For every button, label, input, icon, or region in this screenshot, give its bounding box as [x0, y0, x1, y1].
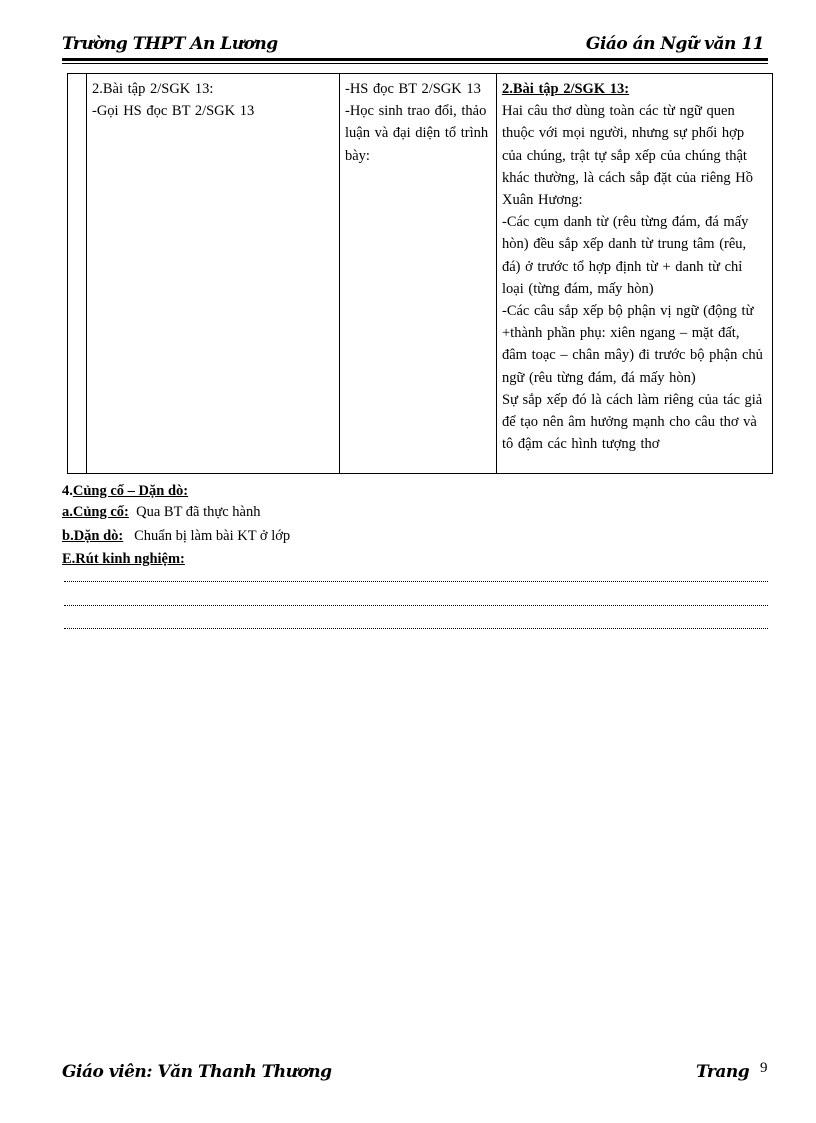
table-col-student — [340, 74, 497, 473]
table-col-index — [68, 74, 87, 473]
homework-line — [62, 526, 290, 546]
footer-page-label: Trang — [696, 1062, 750, 1082]
section-title: Củng cố – Dặn dò: — [72, 483, 189, 499]
header-school: Trường THPT An Lương — [62, 34, 278, 54]
homework-label: b.Dặn dò: — [62, 528, 124, 544]
header-rule-thin — [62, 63, 768, 64]
header-subject: Giáo án Ngữ văn 11 — [585, 34, 764, 54]
content-paragraph: -Các cụm danh từ (rêu từng đám, đá mấy hòn) đều sắp xếp danh từ trung tâm (rêu, đá) ở trước tổ hợp định từ + danh từ chỉ loại (từng đám, mấy hòn) — [502, 214, 749, 297]
dotted-line — [64, 628, 768, 629]
content-title: 2.Bài tập 2/SGK 13: — [502, 81, 630, 97]
exercise-title: 2.Bài tập 2/SGK 13: — [92, 81, 214, 97]
table-col-content — [497, 74, 772, 473]
table-col-teacher — [87, 74, 340, 473]
consolidation-label: a.Củng cố: — [62, 504, 129, 520]
header-rule-thick — [62, 58, 768, 61]
homework-text: Chuẩn bị làm bài KT ở lớp — [134, 528, 291, 544]
section-number: 4. — [62, 483, 73, 499]
student-activity-discuss: -Học sinh trao đổi, thảo luận và đại diện tổ trình bày: — [345, 103, 489, 164]
dotted-line — [64, 605, 768, 606]
teacher-activity: -Gọi HS đọc BT 2/SGK 13 — [92, 103, 255, 120]
content-paragraph: Sự sắp xếp đó là cách làm riêng của tác giả để tạo nên âm hưởng mạnh cho câu thơ và tô đậm các hình tượng thơ — [502, 391, 763, 453]
consolidation-text: Qua BT đã thực hành — [136, 504, 261, 520]
content-paragraph: Hai câu thơ dùng toàn các từ ngữ quen thuộc với mọi người, nhưng sự phối hợp của chúng, trật tự sắp xếp của chúng thật khác thường, là cách sắp đặt của riêng Hồ Xuân Hương: — [502, 103, 754, 209]
experience-heading: E.Rút kinh nghiệm: — [62, 551, 185, 567]
content-paragraph: -Các câu sắp xếp bộ phận vị ngữ (động từ +thành phần phụ: xiên ngang – mặt đất, đâm toạc – chân mây) đi trước bộ phận chủ ngữ (rêu từng đám, đá mấy hòn) — [502, 303, 763, 386]
student-activity-read: -HS đọc BT 2/SGK 13 — [345, 81, 481, 97]
consolidation-line — [62, 502, 261, 522]
section-heading — [62, 481, 188, 501]
page-number: 9 — [760, 1060, 768, 1076]
lesson-table — [67, 73, 773, 474]
dotted-line — [64, 581, 768, 582]
footer-teacher: Giáo viên: Văn Thanh Thương — [62, 1062, 332, 1082]
